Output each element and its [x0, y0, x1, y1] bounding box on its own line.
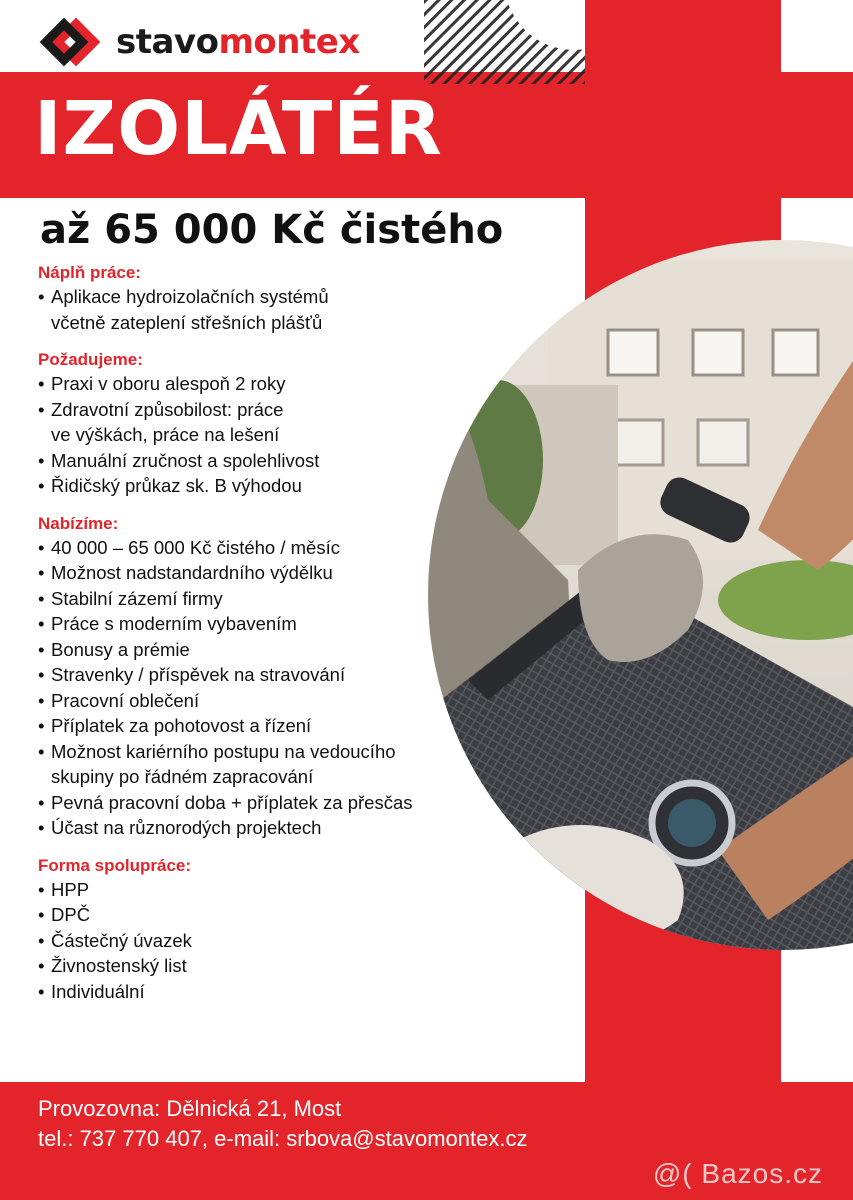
bullet-list	[38, 877, 508, 1005]
list-item: • Aplikace hydroizolačních systémů včetně zateplení střešních plášťů	[38, 284, 508, 335]
brand-name-part2: montex	[218, 22, 360, 62]
list-item: • Praxi v oboru alespoň 2 roky	[38, 371, 508, 397]
list-item: • Individuální	[38, 979, 508, 1005]
brand-logo	[36, 14, 360, 70]
brand-name	[116, 22, 360, 62]
section-cooperation-form	[38, 855, 508, 1005]
list-item: • Příplatek za pohotovost a řízení	[38, 713, 508, 739]
list-item: • Částečný úvazek	[38, 928, 508, 954]
job-details	[38, 262, 508, 1018]
bullet-list	[38, 371, 508, 499]
bullet-list	[38, 284, 508, 335]
address-line: Provozovna: Dělnická 21, Most	[38, 1096, 342, 1121]
section-requirements	[38, 349, 508, 499]
list-item: • Možnost nadstandardního výdělku	[38, 560, 508, 586]
job-title: IZOLÁTÉR	[34, 86, 443, 172]
bazos-watermark: @( Bazos.cz	[652, 1158, 823, 1189]
brand-name-part1: stavo	[116, 22, 219, 62]
list-item: • 40 000 – 65 000 Kč čistého / měsíc	[38, 535, 508, 561]
list-item: • Účast na různorodých projektech	[38, 815, 508, 841]
list-item: • Manuální zručnost a spolehlivost	[38, 448, 508, 474]
list-item: • Stabilní zázemí firmy	[38, 586, 508, 612]
list-item: • Bonusy a prémie	[38, 637, 508, 663]
list-item: • DPČ	[38, 902, 508, 928]
section-heading: Náplň práce:	[38, 263, 141, 282]
section-offer	[38, 513, 508, 841]
list-item: • Možnost kariérního postupu na vedoucího skupiny po řádném zapracování	[38, 739, 508, 790]
contact-line: tel.: 737 770 407, e-mail: srbova@stavomontex.cz	[38, 1126, 528, 1151]
list-item: • HPP	[38, 877, 508, 903]
list-item: • Řidičský průkaz sk. B výhodou	[38, 473, 508, 499]
list-item: • Pevná pracovní doba + příplatek za přesčas	[38, 790, 508, 816]
list-item: • Pracovní oblečení	[38, 688, 508, 714]
list-item: • Práce s moderním vybavením	[38, 611, 508, 637]
stripe-decoration	[424, 0, 664, 84]
contact-footer	[38, 1094, 527, 1154]
salary-headline: až 65 000 Kč čistého	[40, 207, 504, 253]
bullet-list	[38, 535, 508, 841]
list-item: • Stravenky / příspěvek na stravování	[38, 662, 508, 688]
list-item: • Živnostenský list	[38, 953, 508, 979]
section-heading: Požadujeme:	[38, 350, 143, 369]
section-heading: Forma spolupráce:	[38, 855, 192, 875]
list-item: • Zdravotní způsobilost: práce ve výškách, práce na lešení	[38, 397, 508, 448]
section-heading: Nabízíme:	[38, 513, 119, 533]
diamond-logo-icon	[36, 14, 104, 70]
section-job-description	[38, 262, 508, 335]
